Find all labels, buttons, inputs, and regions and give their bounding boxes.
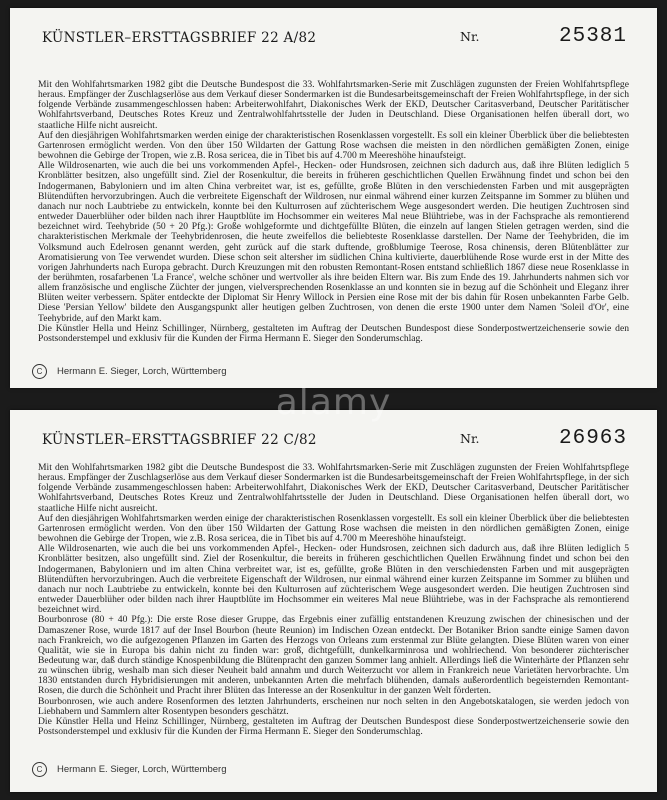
card-title: KÜNSTLER–ERSTTAGSBRIEF 22 C/82 (42, 432, 317, 448)
card-footer (32, 364, 227, 379)
envelope-card-bottom (10, 410, 657, 792)
copyright-icon: C (32, 364, 47, 379)
paragraph: Bourbonrosen, wie auch andere Rosenformen des letzten Jahrhunderts, erscheinen nur noch selten in den Angebotskatalogen, sie werden jedoch von Liebhabern und Sammlern alter Rosentypen besonders geschätzt. (38, 695, 629, 717)
card-title: KÜNSTLER–ERSTTAGSBRIEF 22 A/82 (42, 30, 317, 46)
paragraph: Bourbonrose (80 + 40 Pfg.): Die erste Rose dieser Gruppe, das Ergebnis einer zufällig entstandenen Kreuzung zwischen der chinesischen und der Damaszener Rose, wurde 1817 auf der Insel Bourbon (heute Reunion) im Indischen Ozean entdeckt. Der Botaniker Brion sandte einige Samen davon nach Frankreich, wo die aufgezogenen Pflanzen im Garten des Herzogs von Orleans zum erstenmal zur Blüte gelangten. Diese Blüten waren von einer Qualität, wie sie in Europa bis dahin nicht zu finden war: groß, dichtgefüllt, dunkelkarminrosa und wohlriechend. Von besonderer züchterischer Bedeutung war, daß durch ständige Knospenbildung die Blütenpracht den ganzen Sommer lang anhielt. Allerdings ließ die Winterhärte der Pflanzen sehr zu wünschen übrig, weshalb man sich dieser Neuheit bald annahm und durch Weiterzucht vor allem in Frankreich neue Varietäten hervorbrachte. Um 1830 entstanden durch Hybridisierungen mit anderen, unbekannten Arten die mehrfach blühenden, damals außerordentlich begeisternden Remontant-Rosen, die durch die Schönheit und Pracht ihrer Blüten das Interesse an der Rosenkultur in der ganzen Welt förderten. (38, 614, 629, 697)
paragraph: Alle Wildrosenarten, wie auch die bei uns vorkommenden Apfel-, Hecken- oder Hundsrosen, zeichnen sich dadurch aus, daß ihre Blüten lediglich 5 Kronblätter besitzen, also ungefüllt sind. Ziel der Rosenkultur, die bereits in früheren geschichtlichen Quellen Erwähnung findet und schon bei den Indogermanen, Babyloniern und im alten China verbreitet war, ist es, gefüllte, große Blüten in den verschiedensten Farben und mit ausgeprägten Blütendüften hervorzubringen. Auch die verbreitete Eigenschaft der Wildrosen, nur einmal während einer kurzen Zeitspanne im Sommer zu blühen und danach nur noch Laubtriebe zu entwickeln, konnte bei den Kulturrosen auf züchterischem Wege ausgesondert werden. Die heutigen Zuchtrosen sind entweder Dauerblüher oder bilden nach ihrer Hauptblüte im Hochsommer ein weiteres Mal neue Blühtriebe, was in der Fachsprache als remontierend bezeichnet wird. (38, 543, 629, 616)
publisher-text: Hermann E. Sieger, Lorch, Württemberg (57, 764, 227, 776)
card-body-text (38, 80, 629, 344)
card-footer (32, 762, 227, 777)
watermark: alamy (275, 382, 392, 423)
number-label: Nr. (460, 431, 480, 446)
card-header (30, 8, 647, 48)
serial-number: 25381 (558, 25, 627, 48)
paragraph: Alle Wildrosenarten, wie auch die bei uns vorkommenden Apfel-, Hecken- oder Hundsrosen, zeichnen sich dadurch aus, daß ihre Blüten lediglich 5 Kronblätter besitzen, also ungefüllt sind. Ziel der Rosenkultur, die bereits in früheren geschichtlichen Quellen Erwähnung findet und schon bei den Indogermanen, Babyloniern und im alten China verbreitet war, ist es, gefüllte, große Blüten in den verschiedensten Farben und mit ausgeprägten Blütendüften hervorzubringen. Auch die verbreitete Eigenschaft der Wildrosen, nur einmal während einer kurzen Zeitspanne im Sommer zu blühen und danach nur noch Laubtriebe zu entwickeln, konnte bei den Kulturrosen auf züchterischem Wege ausgesondert werden. Die heutigen Zuchtrosen sind entweder Dauerblüher oder bilden nach ihrer Hauptblüte im Hochsommer ein weiteres Mal neue Blühtriebe, was in der Fachsprache als remontierend bezeichnet wird. Teehybride (50 + 20 Pfg.): Große wohlgeformte und dichtgefüllte Blüten, die einzeln auf langen Stielen getragen werden, sind die charakteristischen Merkmale der Teehybridenrosen, die heute zweifellos die beliebteste Rosenklasse darstellen. Der Name der Teehybriden, die im Volksmund auch Edelrosen genannt werden, geht zurück auf die stark duftende, großblumige Teerose, Rosa chinensis, deren Blütenblätter zur Aromatisierung von Tee verwendet wurden. Diese schon seit altersher im südlichen China kultivierte, dauerblühende Rose wurde erst in der Mitte des vorigen Jahrhunderts nach Europa gebracht. Durch Kreuzungen mit den robusten Remontant-Rosen entstand schließlich 1867 diese neue Rosenklasse in der berühmten, rosafarbenen 'La France', welche schöner und wertvoller als ihre beiden Eltern war. Bis zum Ende des 19. Jahrhunderts nahmen sich vor allem französische und englische Züchter der jungen, vielversprechenden Rosenklasse an und konnten sie in bezug auf die Schönheit und Eleganz ihrer Blüten weiter verbessern. Später entdeckte der Diplomat Sir Henry Willock in Persien eine Rose mit der bis dahin für Rosen unbekannten Farbe Gelb. Diese 'Persian Yellow' bildete den Ausgangspunkt aller heutigen gelben Zuchtrosen, von denen die erste 1900 unter dem Namen 'Soleil d'Or', eine Teehybride, auf den Markt kam. (38, 160, 629, 324)
card-body-text (38, 463, 629, 737)
copyright-icon: C (32, 762, 47, 777)
paragraph: Auf den diesjährigen Wohlfahrtsmarken werden einige der charakteristischen Rosenklassen vorgestellt. Es soll ein kleiner Überblick über die beliebtesten Gartenrosen ermöglicht werden. Von den über 150 Wildarten der Gattung Rose wachsen die meisten in den nördlichen gemäßigten Zonen, einige bewohnen die Gebirge der Tropen, wie z.B. Rosa sericea, die in Tibet bis auf 4.700 m Meereshöhe hinaufsteigt. (38, 129, 629, 162)
paragraph: Die Künstler Hella und Heinz Schillinger, Nürnberg, gestalteten im Auftrag der Deutschen Bundespost diese Sonderpostwertzeichenserie sowie den Postsonderstempel und exklusiv für die Kunden der Firma Hermann E. Sieger den Sonderumschlag. (38, 715, 629, 738)
paragraph: Die Künstler Hella und Heinz Schillinger, Nürnberg, gestalteten im Auftrag der Deutschen Bundespost diese Sonderpostwertzeichenserie sowie den Postsonderstempel und exklusiv für die Kunden der Firma Hermann E. Sieger den Sonderumschlag. (38, 322, 629, 344)
paragraph: Mit den Wohlfahrtsmarken 1982 gibt die Deutsche Bundespost die 33. Wohlfahrtsmarken-Serie mit Zuschlägen zugunsten der Freien Wohlfahrtspflege heraus. Empfänger der Zuschlagserlöse aus dem Verkauf dieser Sondermarken ist die Bundesarbeitsgemeinschaft der Freien Wohlfahrtspflege, in der sich folgende Verbände zusammengeschlossen haben: Arbeiterwohlfahrt, Diakonisches Werk der EKD, Deutscher Caritasverband, Deutscher Paritätischer Wohlfahrtsverband, Deutsches Rotes Kreuz und Zentralwohlfahrtsstelle der Juden in Deutschland. Diese Organisationen helfen überall dort, wo staatliche Hilfe nicht ausreicht. (38, 462, 629, 514)
number-label: Nr. (460, 29, 480, 44)
paragraph: Mit den Wohlfahrtsmarken 1982 gibt die Deutsche Bundespost die 33. Wohlfahrtsmarken-Serie mit Zuschlägen zugunsten der Freien Wohlfahrtspflege heraus. Empfänger der Zuschlagserlöse aus dem Verkauf dieser Sondermarken ist die Bundesarbeitsgemeinschaft der Freien Wohlfahrtspflege, in der sich folgende Verbände zusammengeschlossen haben: Arbeiterwohlfahrt, Diakonisches Werk der EKD, Deutscher Caritasverband, Deutscher Paritätischer Wohlfahrtsverband, Deutsches Rotes Kreuz und Zentralwohlfahrtsstelle der Juden in Deutschland. Diese Organisationen helfen überall dort, wo staatliche Hilfe nicht ausreicht. (38, 79, 629, 131)
envelope-card-top (10, 8, 657, 388)
paragraph: Auf den diesjährigen Wohlfahrtsmarken werden einige der charakteristischen Rosenklassen vorgestellt. Es soll ein kleiner Überblick über die beliebtesten Gartenrosen ermöglicht werden. Von den über 150 Wildarten der Gattung Rose wachsen die meisten in den nördlichen gemäßigten Zonen, einige bewohnen die Gebirge der Tropen, wie z.B. Rosa sericea, die in Tibet bis auf 4.700 m Meereshöhe hinaufsteigt. (38, 512, 629, 545)
publisher-text: Hermann E. Sieger, Lorch, Württemberg (57, 366, 227, 378)
serial-number: 26963 (558, 427, 627, 450)
